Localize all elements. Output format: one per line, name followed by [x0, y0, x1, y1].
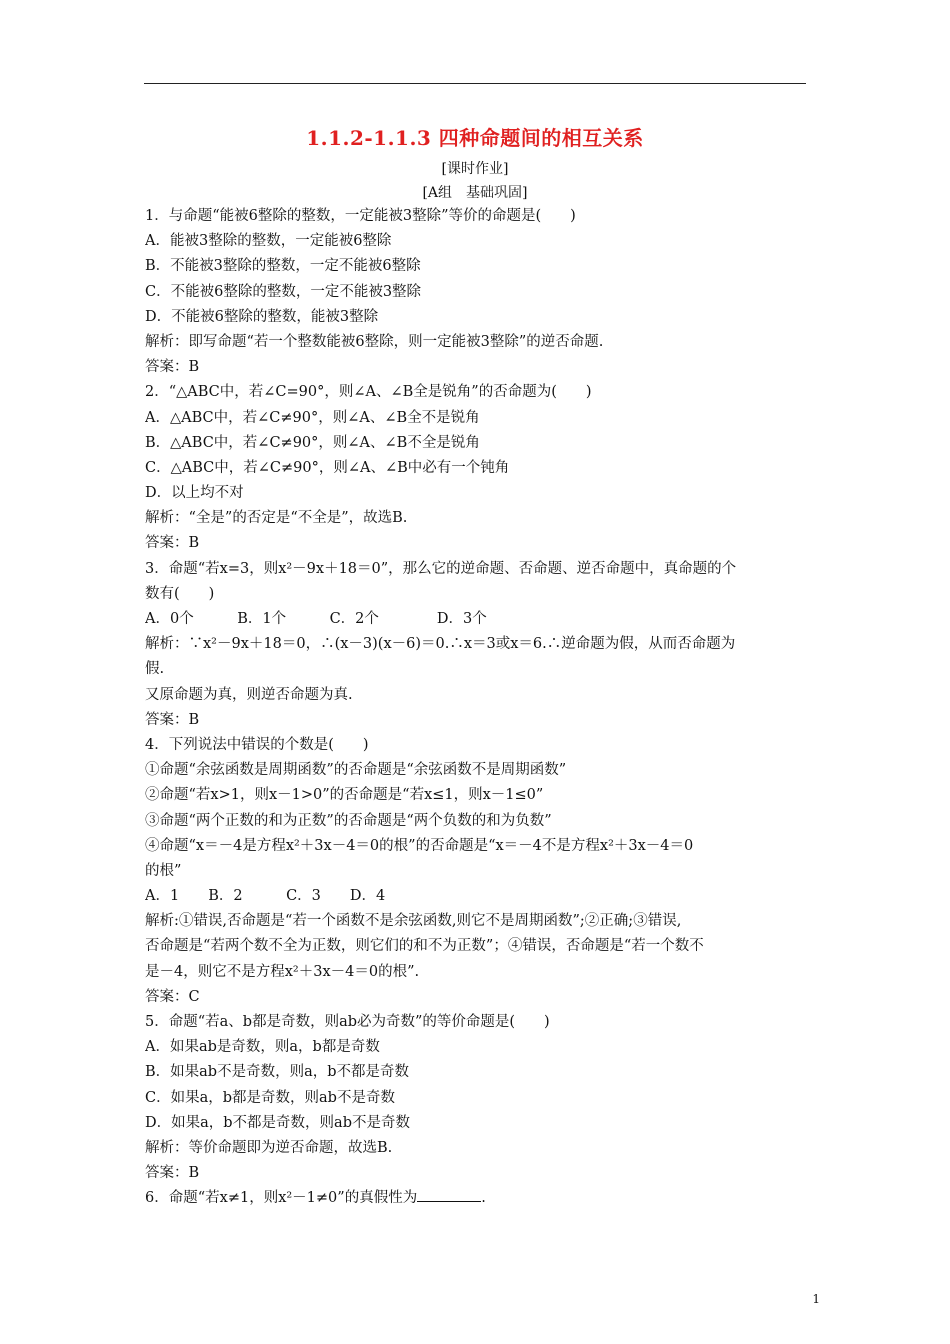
text-line: 1．与命题“能被6整除的整数，一定能被3整除”等价的命题是( ) — [145, 208, 576, 224]
text-line: D．不能被6整除的整数，能被3整除 — [145, 308, 379, 325]
text-line: 解析：∵x²－9x＋18＝0，∴(x－3)(x－6)＝0.∴x＝3或x＝6.∴逆命题为假，从而否命题为 — [145, 636, 736, 653]
text-line: C．△ABC中，若∠C≠90°，则∠A、∠B中必有一个钝角 — [145, 459, 510, 476]
group-heading: [A组 基础巩固] — [422, 185, 528, 201]
text-line: D．以上均不对 — [145, 485, 244, 502]
text-line: C．不能被6整除的整数，一定不能被3整除 — [145, 283, 422, 300]
text-line: A．能被3整除的整数，一定能被6整除 — [145, 233, 392, 250]
text-line: 解析:①错误,否命题是“若一个函数不是余弦函数,则它不是周期函数”;②正确;③错误, — [145, 913, 682, 930]
question-6-text: 6．命题“若x≠1，则x²－1≠0”的真假性为 — [145, 1190, 418, 1207]
text-line: 答案：B — [145, 711, 200, 728]
text-line: 又原命题为真，则逆否命题为真. — [145, 686, 353, 703]
text-line: A．如果ab是奇数，则a，b都是奇数 — [145, 1039, 380, 1056]
text-line: B．△ABC中，若∠C≠90°，则∠A、∠B不全是锐角 — [145, 434, 480, 451]
text-line: B．如果ab不是奇数，则a，b不都是奇数 — [145, 1064, 410, 1081]
text-line: 2．“△ABC中，若∠C=90°，则∠A、∠B全是锐角”的否命题为( ) — [145, 384, 592, 401]
text-line: 答案：C — [145, 988, 200, 1005]
text-line: 否命题是“若两个数不全为正数，则它们的和不为正数”；④错误，否命题是“若一个数不 — [145, 938, 704, 955]
text-line: ①命题“余弦函数是周期函数”的否命题是“余弦函数不是周期函数” — [145, 762, 567, 779]
text-line: 解析：即写命题“若一个整数能被6整除，则一定能被3整除”的逆否命题. — [145, 333, 604, 350]
text-line: 是－4，则它不是方程x²＋3x－4＝0的根”. — [145, 963, 420, 980]
text-line: B．不能被3整除的整数，一定不能被6整除 — [145, 258, 421, 275]
text-line: 5．命题“若a、b都是奇数，则ab必为奇数”的等价命题是( ) — [145, 1014, 550, 1030]
text-line: 解析：等价命题即为逆否命题，故选B. — [145, 1139, 393, 1156]
question-6-end: . — [481, 1190, 486, 1207]
text-line: A．△ABC中，若∠C≠90°，则∠A、∠B全不是锐角 — [145, 409, 480, 426]
text-line: ③命题“两个正数的和为正数”的否命题是“两个负数的和为负数” — [145, 812, 552, 829]
page-number: 1 — [812, 1292, 820, 1306]
text-line: 答案：B — [145, 1165, 200, 1182]
text-line: ②命题“若x>1，则x－1>0”的否命题是“若x≤1，则x－1≤0” — [145, 787, 544, 804]
subtitle: [课时作业] — [441, 161, 509, 177]
text-line: A．1 B．2 C．3 D．4 — [145, 888, 386, 905]
text-line: ④命题“x＝－4是方程x²＋3x－4＝0的根”的否命题是“x＝－4不是方程x²＋3x－4＝0 — [145, 837, 694, 854]
text-line: 3．命题“若x=3，则x²－9x＋18＝0”，那么它的逆命题、否命题、逆否命题中，真命题的个 — [145, 560, 737, 577]
text-line: 答案：B — [145, 535, 200, 552]
text-line: D．如果a，b不都是奇数，则ab不是奇数 — [145, 1114, 410, 1131]
document-body — [145, 204, 809, 1212]
text-line: 4．下列说法中错误的个数是( ) — [145, 736, 369, 753]
text-line: 假. — [145, 661, 165, 678]
text-line: 的根” — [145, 862, 182, 879]
text-line: C．如果a，b都是奇数，则ab不是奇数 — [145, 1089, 395, 1106]
header-rule — [144, 83, 806, 84]
question-6-line — [145, 1186, 809, 1211]
text-line: 解析：“全是”的否定是“不全是”，故选B. — [145, 510, 408, 527]
page-title: 1.1.2-1.1.3 四种命题间的相互关系 — [306, 126, 644, 150]
text-line: 数有( ) — [145, 585, 215, 602]
text-line: 答案：B — [145, 359, 200, 376]
text-line: A．0个 B．1个 C．2个 D．3个 — [145, 611, 487, 627]
answer-blank — [417, 1187, 481, 1202]
